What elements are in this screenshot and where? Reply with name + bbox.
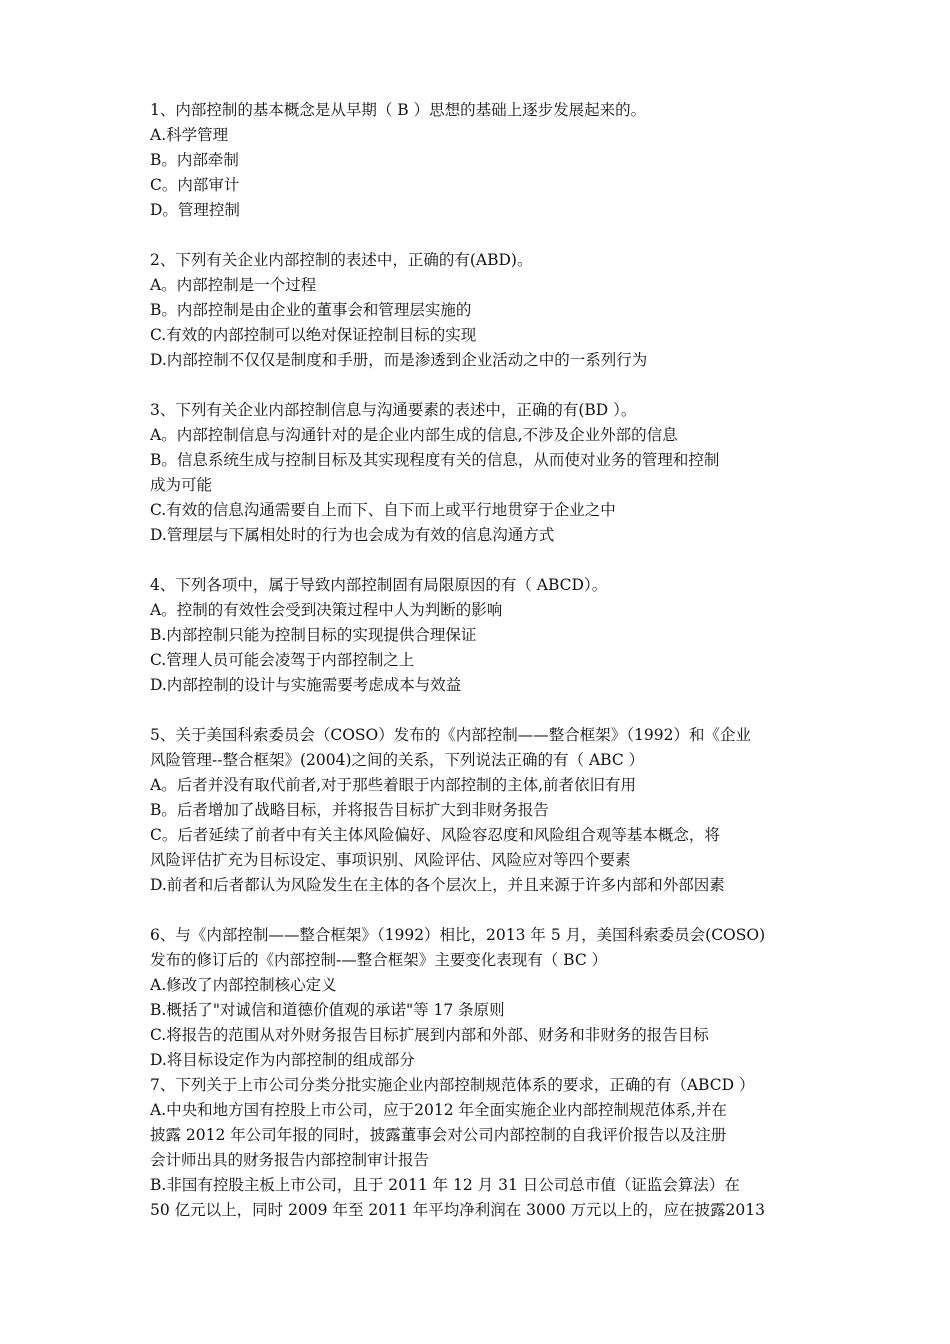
- answer-option-text: B。后者增加了战略目标，并将报告目标扩大到非财务报告: [150, 801, 549, 819]
- question-stem: 3、下列有关企业内部控制信息与沟通要素的表述中，正确的有(BD ）。: [150, 401, 637, 419]
- answer-option: [150, 973, 810, 998]
- answer-option-text: D。管理控制: [150, 201, 240, 219]
- answer-option-text: 会计师出具的财务报告内部控制审计报告: [150, 1151, 430, 1169]
- answer-option: [150, 348, 810, 373]
- answer-option: [150, 173, 810, 198]
- answer-option: [150, 798, 810, 823]
- answer-option: [150, 1098, 810, 1173]
- answer-option: [150, 873, 810, 898]
- answer-option: [150, 273, 810, 298]
- answer-option-text: B.内部控制只能为控制目标的实现提供合理保证: [150, 626, 477, 644]
- answer-option-text: 披露 2012 年公司年报的同时，披露董事会对公司内部控制的自我评价报告以及注册: [150, 1126, 727, 1144]
- answer-option: [150, 148, 810, 173]
- answer-option: [150, 423, 810, 448]
- question-stem: 风险管理--整合框架》(2004)之间的关系，下列说法正确的有（ ABC ）: [150, 751, 645, 769]
- answer-option: [150, 673, 810, 698]
- question-list: [150, 98, 810, 1248]
- answer-option-text: 成为可能: [150, 476, 213, 494]
- answer-option-text: A。控制的有效性会受到决策过程中人为判断的影响: [150, 601, 503, 619]
- answer-option: [150, 298, 810, 323]
- answer-option-text: B。内部牵制: [150, 151, 239, 169]
- answer-option-text: A.科学管理: [150, 126, 229, 144]
- question-stem: 7、下列关于上市公司分类分批实施企业内部控制规范体系的要求，正确的有（ABCD ）: [150, 1076, 755, 1094]
- answer-option-text: B.非国有控股主板上市公司，且于 2011 年 12 月 31 日公司总市值（证监会算法）在: [150, 1176, 740, 1194]
- answer-option-text: B.概括了"对诚信和道德价值观的承诺"等 17 条原则: [150, 1001, 505, 1019]
- answer-option: [150, 823, 810, 873]
- answer-option-text: A。内部控制信息与沟通针对的是企业内部生成的信息,不涉及企业外部的信息: [150, 426, 678, 444]
- answer-option-text: C.将报告的范围从对外财务报告目标扩展到内部和外部、财务和非财务的报告目标: [150, 1026, 709, 1044]
- answer-option: [150, 523, 810, 548]
- answer-option-text: C。后者延续了前者中有关主体风险偏好、风险容忍度和风险组合观等基本概念，将: [150, 826, 720, 844]
- question-7: [150, 1073, 810, 1223]
- question-6: [150, 923, 810, 1073]
- answer-option-text: C.有效的信息沟通需要自上而下、自下而上或平行地贯穿于企业之中: [150, 501, 616, 519]
- question-2: [150, 248, 810, 373]
- answer-option: [150, 648, 810, 673]
- answer-option: [150, 123, 810, 148]
- answer-option: [150, 448, 810, 498]
- answer-option-text: 50 亿元以上，同时 2009 年至 2011 年平均净利润在 3000 万元以上的，应在披露2013: [150, 1201, 765, 1219]
- answer-option: [150, 623, 810, 648]
- answer-option-text: D.内部控制的设计与实施需要考虑成本与效益: [150, 676, 462, 694]
- answer-option-text: A。后者并没有取代前者,对于那些着眼于内部控制的主体,前者依旧有用: [150, 776, 637, 794]
- answer-option: [150, 1173, 810, 1223]
- question-stem: 发布的修订后的《内部控制-—整合框架》主要变化表现有（ BC ）: [150, 951, 608, 969]
- answer-option-text: C.管理人员可能会凌驾于内部控制之上: [150, 651, 415, 669]
- answer-option-text: B。内部控制是由企业的董事会和管理层实施的: [150, 301, 472, 319]
- answer-option-text: A.中央和地方国有控股上市公司，应于2012 年全面实施企业内部控制规范体系,并在: [150, 1101, 727, 1119]
- question-1: [150, 98, 810, 223]
- question-5: [150, 723, 810, 898]
- answer-option-text: D.管理层与下属相处时的行为也会成为有效的信息沟通方式: [150, 526, 555, 544]
- answer-option: [150, 198, 810, 223]
- answer-option-text: D.前者和后者都认为风险发生在主体的各个层次上，并且来源于许多内部和外部因素: [150, 876, 725, 894]
- question-4: [150, 573, 810, 698]
- answer-option: [150, 998, 810, 1023]
- answer-option: [150, 323, 810, 348]
- answer-option-text: 风险评估扩充为目标设定、事项识别、风险评估、风险应对等四个要素: [150, 851, 631, 869]
- answer-option: [150, 773, 810, 798]
- answer-option-text: A.修改了内部控制核心定义: [150, 976, 337, 994]
- question-stem: 5、关于美国科索委员会（COSO）发布的《内部控制——整合框架》（1992）和《企业: [150, 726, 751, 744]
- answer-option-text: D.将目标设定作为内部控制的组成部分: [150, 1051, 415, 1069]
- answer-option: [150, 598, 810, 623]
- question-stem: 4、下列各项中，属于导致内部控制固有局限原因的有（ ABCD）。: [150, 576, 608, 594]
- answer-option: [150, 498, 810, 523]
- answer-option-text: A。内部控制是一个过程: [150, 276, 317, 294]
- answer-option: [150, 1023, 810, 1048]
- question-stem: 1、内部控制的基本概念是从早期（ B ）思想的基础上逐步发展起来的。: [150, 101, 647, 119]
- answer-option-text: C。内部审计: [150, 176, 240, 194]
- question-stem: 6、与《内部控制——整合框架》（1992）相比，2013 年 5 月，美国科索委员会(COSO): [150, 926, 766, 944]
- answer-option-text: D.内部控制不仅仅是制度和手册，而是渗透到企业活动之中的一系列行为: [150, 351, 648, 369]
- answer-option: [150, 1048, 810, 1073]
- question-3: [150, 398, 810, 548]
- answer-option-text: B。信息系统生成与控制目标及其实现程度有关的信息，从而使对业务的管理和控制: [150, 451, 720, 469]
- answer-option-text: C.有效的内部控制可以绝对保证控制目标的实现: [150, 326, 477, 344]
- question-stem: 2、下列有关企业内部控制的表述中，正确的有(ABD)。: [150, 251, 533, 269]
